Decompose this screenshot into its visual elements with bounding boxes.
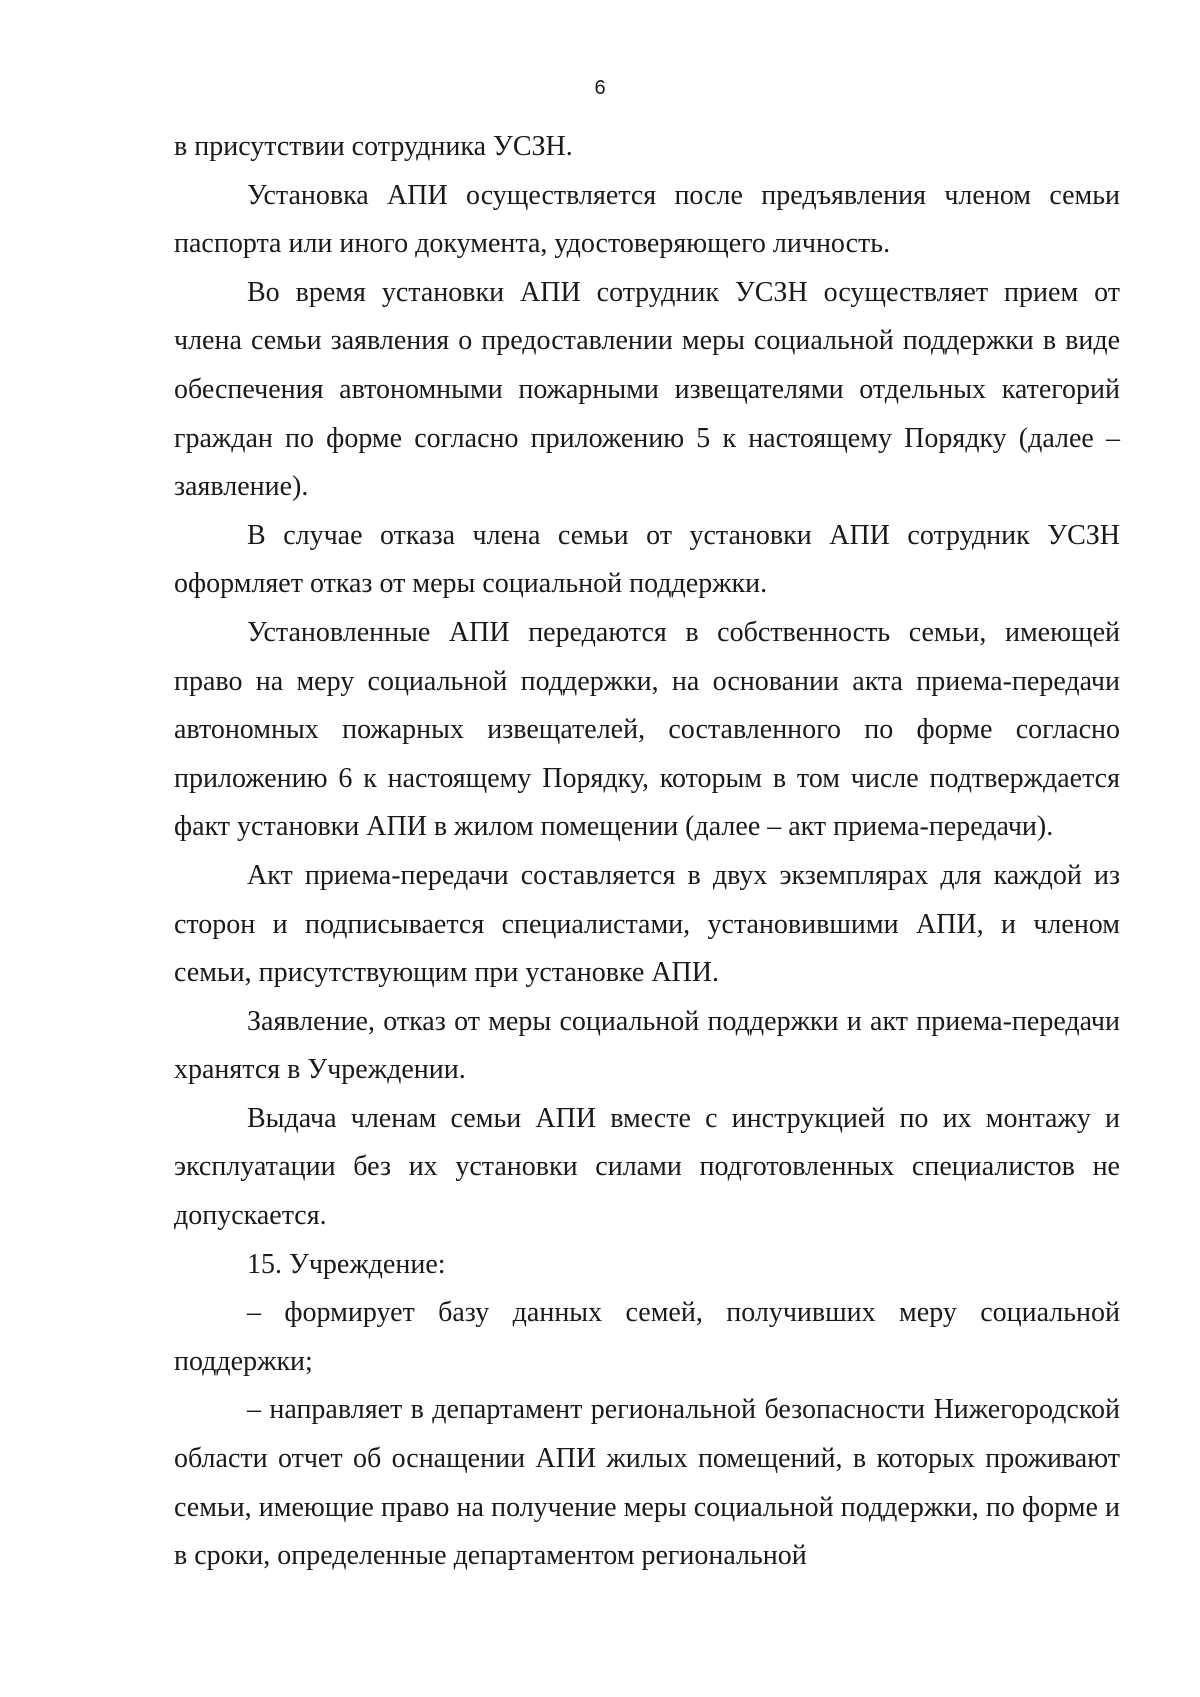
list-item: – направляет в департамент региональной безопасности Нижегородской области отчет об оснащении АПИ жилых помещений, в которых проживают семьи, имеющие право на получение меры социальной поддержки, по форме и в сроки, определенные департаментом региональной bbox=[174, 1394, 1120, 1572]
paragraph: Акт приема-передачи составляется в двух экземплярах для каждой из сторон и подписывается специалистами, установившими АПИ, и членом семьи, присутствующим при установке АПИ. bbox=[174, 859, 1120, 989]
paragraph: Заявление, отказ от меры социальной поддержки и акт приема-передачи хранятся в Учреждении. bbox=[174, 1005, 1120, 1086]
paragraph: Выдача членам семьи АПИ вместе с инструкцией по их монтажу и эксплуатации без их установки силами подготовленных специалистов не допускается. bbox=[174, 1102, 1120, 1232]
section-heading: 15. Учреждение: bbox=[247, 1248, 446, 1280]
paragraph: Установленные АПИ передаются в собственность семьи, имеющей право на меру социальной поддержки, на основании акта приема-передачи автономных пожарных извещателей, составленного по форме согласно приложению 6 к настоящему Порядку, которым в том числе подтверждается факт установки АПИ в жилом помещении (далее – акт приема-передачи). bbox=[174, 616, 1120, 843]
paragraph: Во время установки АПИ сотрудник УСЗН осуществляет прием от члена семьи заявления о предоставлении меры социальной поддержки в виде обеспечения автономными пожарными извещателями отдельных категорий граждан по форме согласно приложению 5 к настоящему Порядку (далее – заявление). bbox=[174, 276, 1120, 503]
document-body bbox=[174, 123, 1120, 1581]
paragraph: В случае отказа члена семьи от установки АПИ сотрудник УСЗН оформляет отказ от меры социальной поддержки. bbox=[174, 519, 1120, 600]
page-number: 6 bbox=[594, 77, 606, 99]
list-item: – формирует базу данных семей, получивших меру социальной поддержки; bbox=[174, 1297, 1120, 1377]
paragraph: в присутствии сотрудника УСЗН. bbox=[174, 131, 573, 162]
paragraph: Установка АПИ осуществляется после предъявления членом семьи паспорта или иного документа, удостоверяющего личность. bbox=[174, 179, 1120, 260]
